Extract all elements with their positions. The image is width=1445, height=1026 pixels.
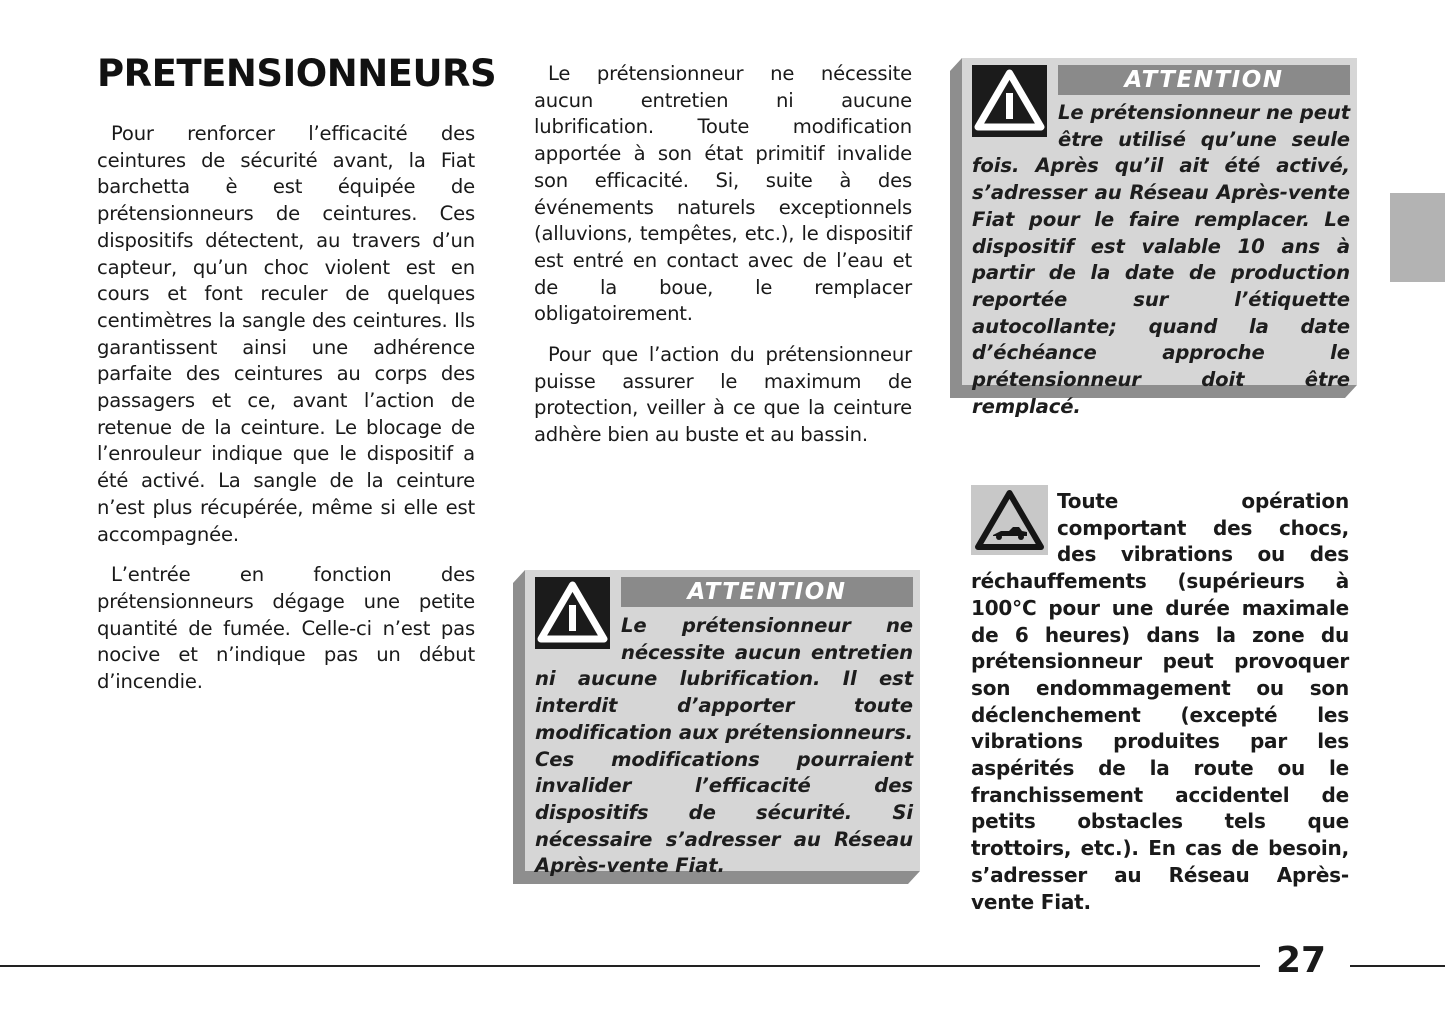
page-number: 27 [1276, 940, 1327, 981]
warning-header: ATTENTION [1058, 65, 1350, 95]
page-title: PRETENSIONNEURS [97, 52, 497, 95]
car-triangle-icon [971, 488, 1048, 560]
warning-box-1 [950, 58, 1357, 418]
warning-header: ATTENTION [621, 577, 913, 607]
paragraph: Le prétensionneur ne nécessite aucun entretien ni aucune lubrification. Toute modification apportée à son état primitif invalide son efficacité. Si, suite à des événements naturels exceptionnels (alluvions, tempêtes, etc.), le dispositif est entré en contact avec de l’eau et de la boue, le remplacer obligatoirement. [534, 62, 912, 326]
column-2 [534, 61, 912, 463]
footer-rule-left [0, 965, 1260, 967]
section-thumb-tab [1390, 193, 1445, 282]
column-1 [97, 121, 475, 710]
footer-rule-right [1350, 965, 1445, 967]
paragraph: L’entrée en fonction des prétensionneurs dégage une petite quantité de fumée. Celle-ci n’est pas nocive et n’indique pas un début d’incendie. [97, 563, 475, 694]
paragraph: Pour que l’action du prétensionneur puisse assurer le maximum de protection, veiller à ce que la ceinture adhère bien au buste et au bassin. [534, 343, 912, 447]
notice-text: Toute opération comportant des chocs, des vibrations ou des réchauffements (supérieurs à 100°C pour une durée maximale de 6 heures) dans la zone du prétensionneur peut provoquer son endommagement ou son déclenchement (excepté les vibrations produites par les aspérités de la route ou le franchissement accidentel de petits obstacles tels que trottoirs, etc.). En cas de besoin, s’adresser au Réseau Après-vente Fiat. [971, 489, 1349, 914]
warning-box-2 [513, 570, 920, 884]
warning-text [535, 613, 913, 880]
warning-text-content: Le prétensionneur ne nécessite aucun entretien ni aucune lubrification. Il est interdit d’apporter toute modification aux prétensionneurs. Ces modifications pourraient invalider l’efficacité des dispositifs de sécurité. Si nécessaire s’adresser au Réseau Après-vente Fiat. [535, 614, 913, 878]
warning-text-content: Le prétensionneur ne peut être utilisé qu’une seule fois. Après qu’il ait été activé, s’adresser au Réseau Après-vente Fiat pour le faire remplacer. Le dispositif est valable 10 ans à partir de la date de production reportée sur l’étiquette autocollante; quand la date d’échéance approche le prétensionneur doit être remplacé. [972, 101, 1350, 418]
warning-text [972, 100, 1350, 420]
paragraph: Pour renforcer l’efficacité des ceintures de sécurité avant, la Fiat barchetta è est équipée de prétensionneurs de ceintures. Ces dispositifs détectent, au travers d’un capteur, qu’un choc violent est en cours et font reculer de quelques centimètres la sangle des ceintures. Ils garantissent ainsi une adhérence parfaite des ceintures au corps des passagers et ce, avant l’action de retenue de la ceinture. Le blocage de l’enrouleur indique que le dispositif a été activé. La sangle de la ceinture n’est plus récupérée, même si elle est accompagnée. [97, 122, 475, 546]
notice [971, 488, 1349, 915]
